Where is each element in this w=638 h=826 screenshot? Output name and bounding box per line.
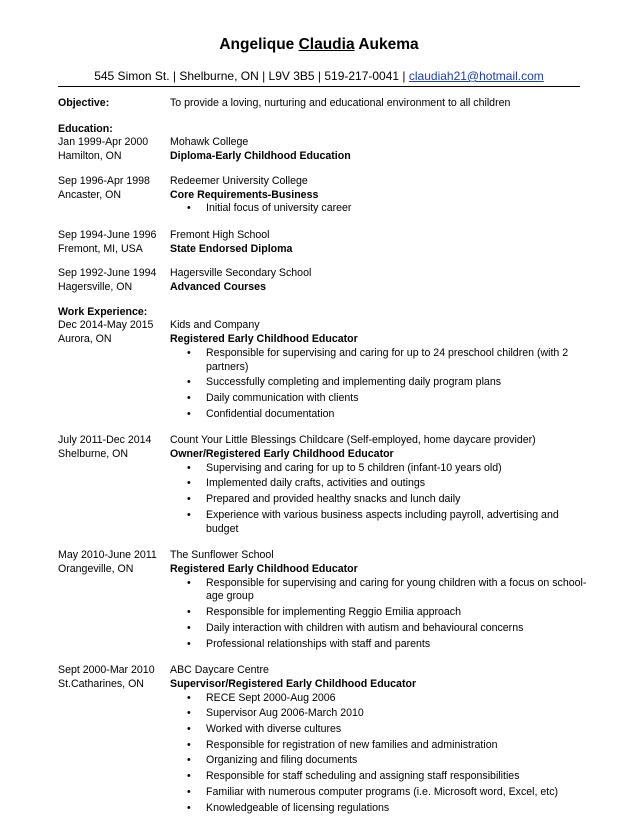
work-entry-details [170,664,588,817]
bullet-item: • RECE Sept 2000-Aug 2006 [170,692,588,706]
objective-label: Objective: [58,97,110,109]
entry-title: Core Requirements-Business [170,188,319,201]
entry-dates: July 2011-Dec 2014 [58,434,152,447]
entry-location: Ancaster, ON [58,188,121,201]
education-entry [58,229,588,256]
middle-name: Claudia [298,36,355,53]
entry-organization: Fremont High School [170,228,270,241]
applicant-name [0,36,638,54]
work-entry-meta [58,319,170,423]
bullet-item: • Responsible for implementing Reggio Emilia approach [170,606,588,620]
work-entry-details [170,549,588,653]
header-divider [58,86,580,87]
work-entry-row [58,549,588,653]
bullet-item: • Initial focus of university career [170,202,588,216]
entry-organization: Hagersville Secondary School [170,267,312,280]
entry-title: Diploma-Early Childhood Education [170,150,351,163]
bullet-item: • Worked with diverse cultures [170,723,588,737]
bullet-item: • Supervisor Aug 2006-March 2010 [170,707,588,721]
education-entry-meta [58,136,170,163]
work-entry [58,549,588,653]
education-entry [58,267,588,294]
entry-organization: Kids and Company [170,319,260,332]
contact-line [0,69,638,83]
last-name: Aukema [358,36,419,53]
work-heading: Work Experience: [58,305,148,318]
work-entry [58,664,588,817]
entry-dates: May 2010-June 2011 [58,549,157,562]
work-entry-row [58,319,588,423]
work-entry-details [170,319,588,423]
bullet-list [170,347,588,422]
objective-text: To provide a loving, nurturing and educational environment to all children [170,97,511,109]
work-entry-meta [58,664,170,817]
work-entry-row [58,434,588,538]
education-entry-details [170,175,588,218]
resume-body [58,97,588,817]
work-entry-meta [58,549,170,653]
entry-organization: Mohawk College [170,136,249,149]
education-entry [58,136,588,163]
entry-dates: Sep 1994-June 1996 [58,228,157,241]
bullet-item: • Professional relationships with staff and parents [170,638,588,652]
entry-location: Aurora, ON [58,333,112,346]
entry-location: Shelburne, ON [58,448,129,461]
bullet-item: • Confidential documentation [170,408,588,422]
education-entry-details [170,136,588,163]
entry-organization: Count Your Little Blessings Childcare (Self-employed, home daycare provider) [170,434,536,447]
education-entry-row [58,175,588,218]
entry-location: Hagersville, ON [58,281,133,294]
bullet-item: • Knowledgeable of licensing regulations [170,802,588,816]
entry-title: Registered Early Childhood Educator [170,562,358,575]
bullet-item: • Responsible for staff scheduling and assigning staff responsibilities [170,770,588,784]
entry-dates: Dec 2014-May 2015 [58,319,154,332]
bullet-item: • Daily communication with clients [170,392,588,406]
entry-dates: Sep 1992-June 1994 [58,267,157,280]
entry-dates: Sept 2000-Mar 2010 [58,664,155,677]
education-heading: Education: [58,122,113,135]
bullet-list [170,692,588,816]
entry-organization: Redeemer University College [170,174,308,187]
bullet-item: • Organizing and filing documents [170,754,588,768]
education-entry-row [58,267,588,294]
entry-title: Supervisor/Registered Early Childhood Educator [170,677,417,690]
education-entry-details [170,267,588,294]
entry-organization: The Sunflower School [170,549,274,562]
work-entry-details [170,434,588,538]
education-entry-details [170,229,588,256]
entry-dates: Jan 1999-Apr 2000 [58,136,149,149]
education-list [58,136,588,294]
education-entry-meta [58,229,170,256]
work-list [58,319,588,817]
bullet-list [170,462,588,537]
work-entry-row [58,664,588,817]
education-entry-meta [58,267,170,294]
entry-location: St.Catharines, ON [58,677,144,690]
bullet-item: • Responsible for registration of new families and administration [170,739,588,753]
work-entry [58,319,588,423]
bullet-item: • Daily interaction with children with autism and behavioural concerns [170,622,588,636]
objective-section [58,97,588,111]
education-entry-row [58,229,588,256]
contact-details: 545 Simon St. | Shelburne, ON | L9V 3B5 | 519-217-0041 | [94,69,409,83]
entry-location: Hamilton, ON [58,150,122,163]
bullet-item: • Responsible for supervising and caring for up to 24 preschool children (with 2 partners) [170,347,588,374]
bullet-item: • Familiar with numerous computer programs (i.e. Microsoft word, Excel, etc) [170,786,588,800]
entry-title: Owner/Registered Early Childhood Educator [170,448,394,461]
bullet-item: • Successfully completing and implementing daily program plans [170,376,588,390]
email-link[interactable]: claudiah21@hotmail.com [408,69,544,83]
entry-location: Fremont, MI, USA [58,242,143,255]
entry-title: State Endorsed Diploma [170,242,293,255]
bullet-item: • Implemented daily crafts, activities and outings [170,477,588,491]
entry-dates: Sep 1996-Apr 1998 [58,174,150,187]
bullet-item: • Responsible for supervising and caring for young children with a focus on school-age group [170,577,588,604]
entry-location: Orangeville, ON [58,562,134,575]
bullet-item: • Experience with various business aspects including payroll, advertising and budget [170,509,588,536]
entry-organization: ABC Daycare Centre [170,664,269,677]
work-entry-meta [58,434,170,538]
education-entry [58,175,588,218]
first-name: Angelique [219,36,295,53]
education-entry-row [58,136,588,163]
work-entry [58,434,588,538]
entry-title: Advanced Courses [170,281,266,294]
bullet-item: • Supervising and caring for up to 5 children (infant-10 years old) [170,462,588,476]
entry-title: Registered Early Childhood Educator [170,333,358,346]
bullet-list [170,577,588,652]
education-entry-meta [58,175,170,218]
bullet-list [170,202,588,216]
bullet-item: • Prepared and provided healthy snacks and lunch daily [170,493,588,507]
